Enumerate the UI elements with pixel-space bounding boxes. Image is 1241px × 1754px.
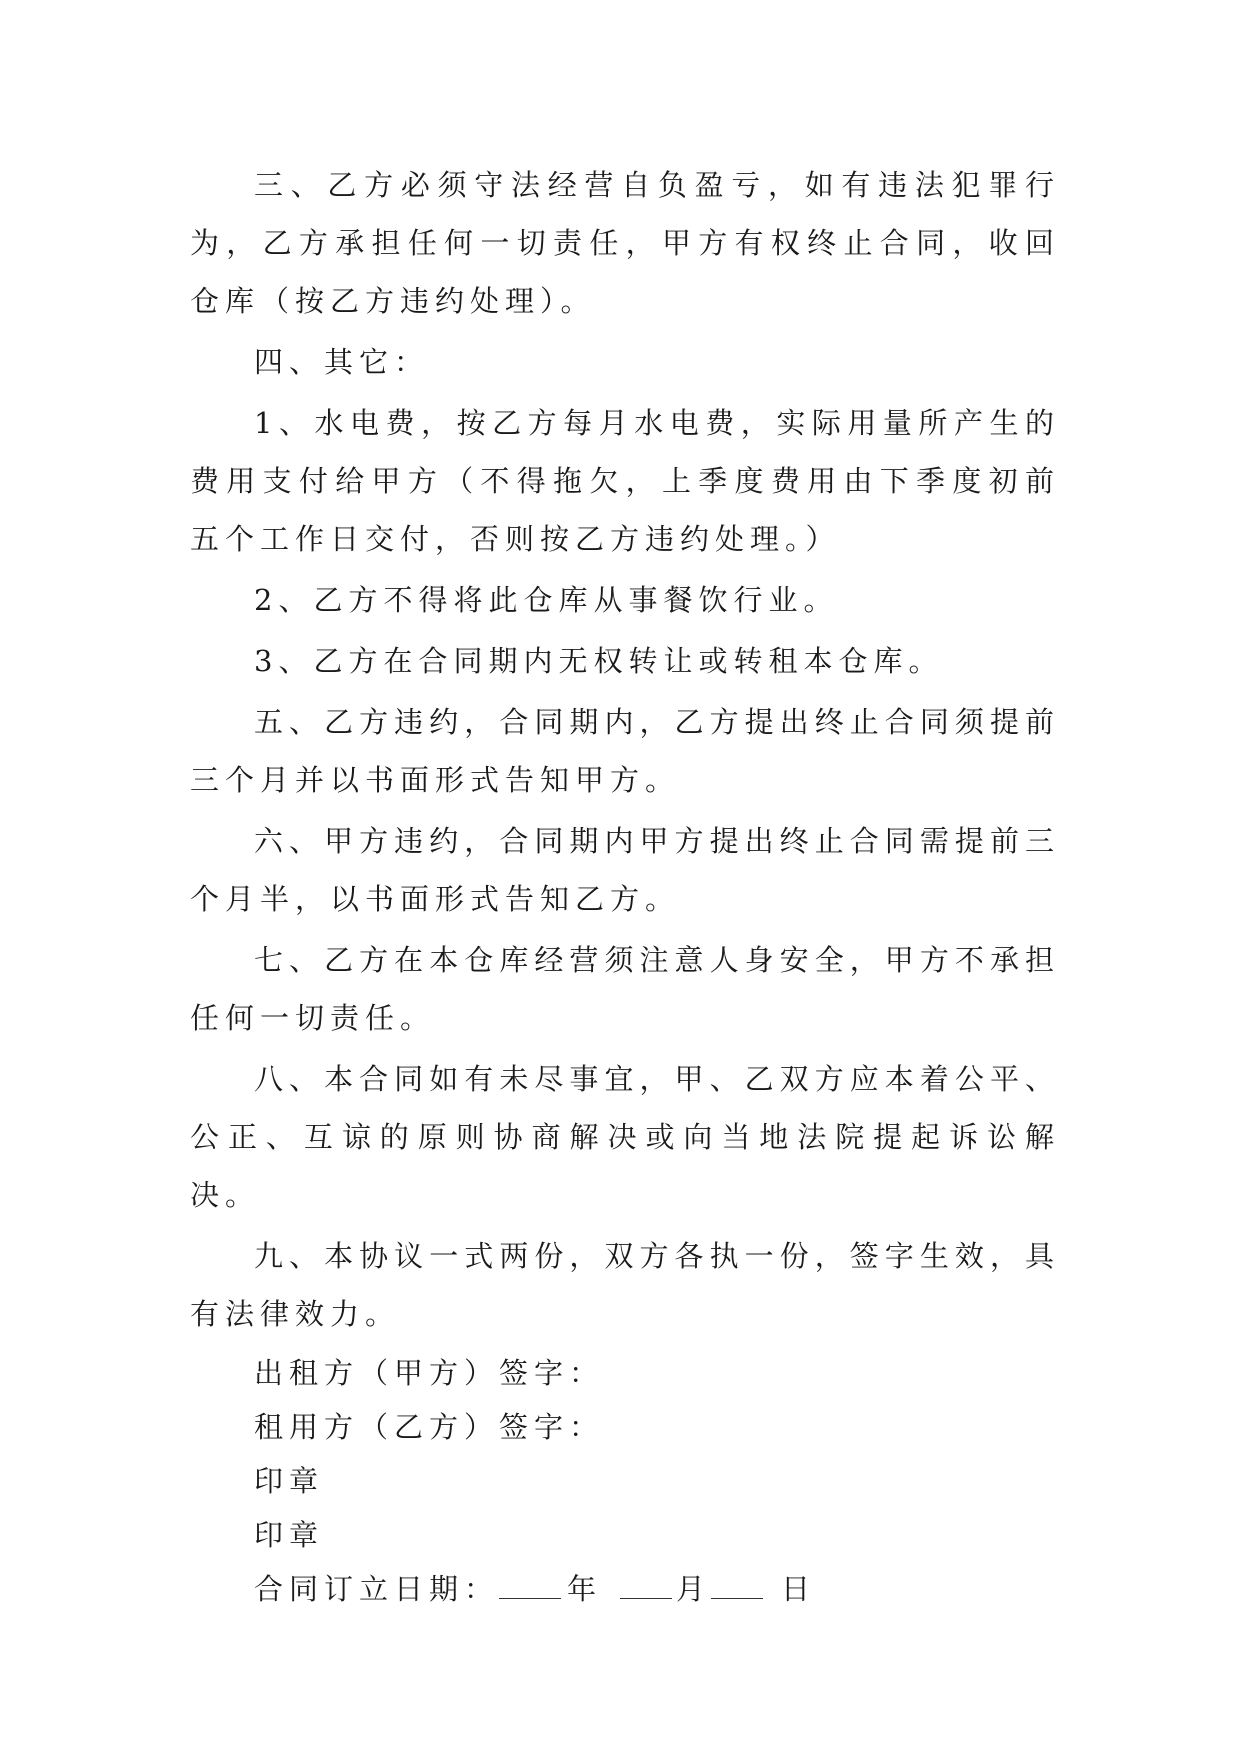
clause-5: 五、乙方违约，合同期内，乙方提出终止合同须提前三个月并以书面形式告知甲方。: [190, 705, 1060, 797]
date-label: 合同订立日期：: [254, 1572, 500, 1606]
clause-4-heading: 四、其它：: [254, 345, 430, 379]
seal-line-2: 印章: [254, 1518, 325, 1552]
year-blank: [499, 1574, 561, 1599]
clause-6: 六、甲方违约，合同期内甲方提出终止合同需提前三个月半，以书面形式告知乙方。: [190, 824, 1060, 916]
day-blank: [711, 1574, 763, 1599]
clause-9: 九、本协议一式两份，双方各执一份，签字生效，具有法律效力。: [190, 1239, 1060, 1331]
lessor-signature-line: 出租方（甲方）签字：: [254, 1356, 605, 1390]
lessee-signature-line: 租用方（乙方）签字：: [254, 1410, 605, 1444]
document-body: [190, 156, 1060, 1616]
year-label: 年: [567, 1572, 603, 1606]
clause-8: 八、本合同如有未尽事宜，甲、乙双方应本着公平、公正、互谅的原则协商解决或向当地法院提起诉讼解决。: [190, 1062, 1060, 1212]
clause-3: 三、乙方必须守法经营自负盈亏，如有违法犯罪行为，乙方承担任何一切责任，甲方有权终止合同，收回仓库（按乙方违约处理）。: [190, 168, 1060, 318]
month-blank: [620, 1574, 672, 1599]
clause-4-item-1: 1、水电费，按乙方每月水电费，实际用量所产生的费用支付给甲方（不得拖欠，上季度费用由下季度初前五个工作日交付，否则按乙方违约处理。）: [190, 406, 1060, 556]
seal-line-1: 印章: [254, 1464, 325, 1498]
clause-7: 七、乙方在本仓库经营须注意人身安全，甲方不承担任何一切责任。: [190, 943, 1060, 1035]
month-label: 月: [676, 1572, 712, 1606]
contract-date-line: [190, 1562, 1060, 1616]
clause-4-item-2: 2、乙方不得将此仓库从事餐饮行业。: [254, 583, 839, 617]
clause-4-item-3: 3、乙方在合同期内无权转让或转租本仓库。: [254, 644, 944, 678]
day-label: 日: [781, 1572, 817, 1606]
